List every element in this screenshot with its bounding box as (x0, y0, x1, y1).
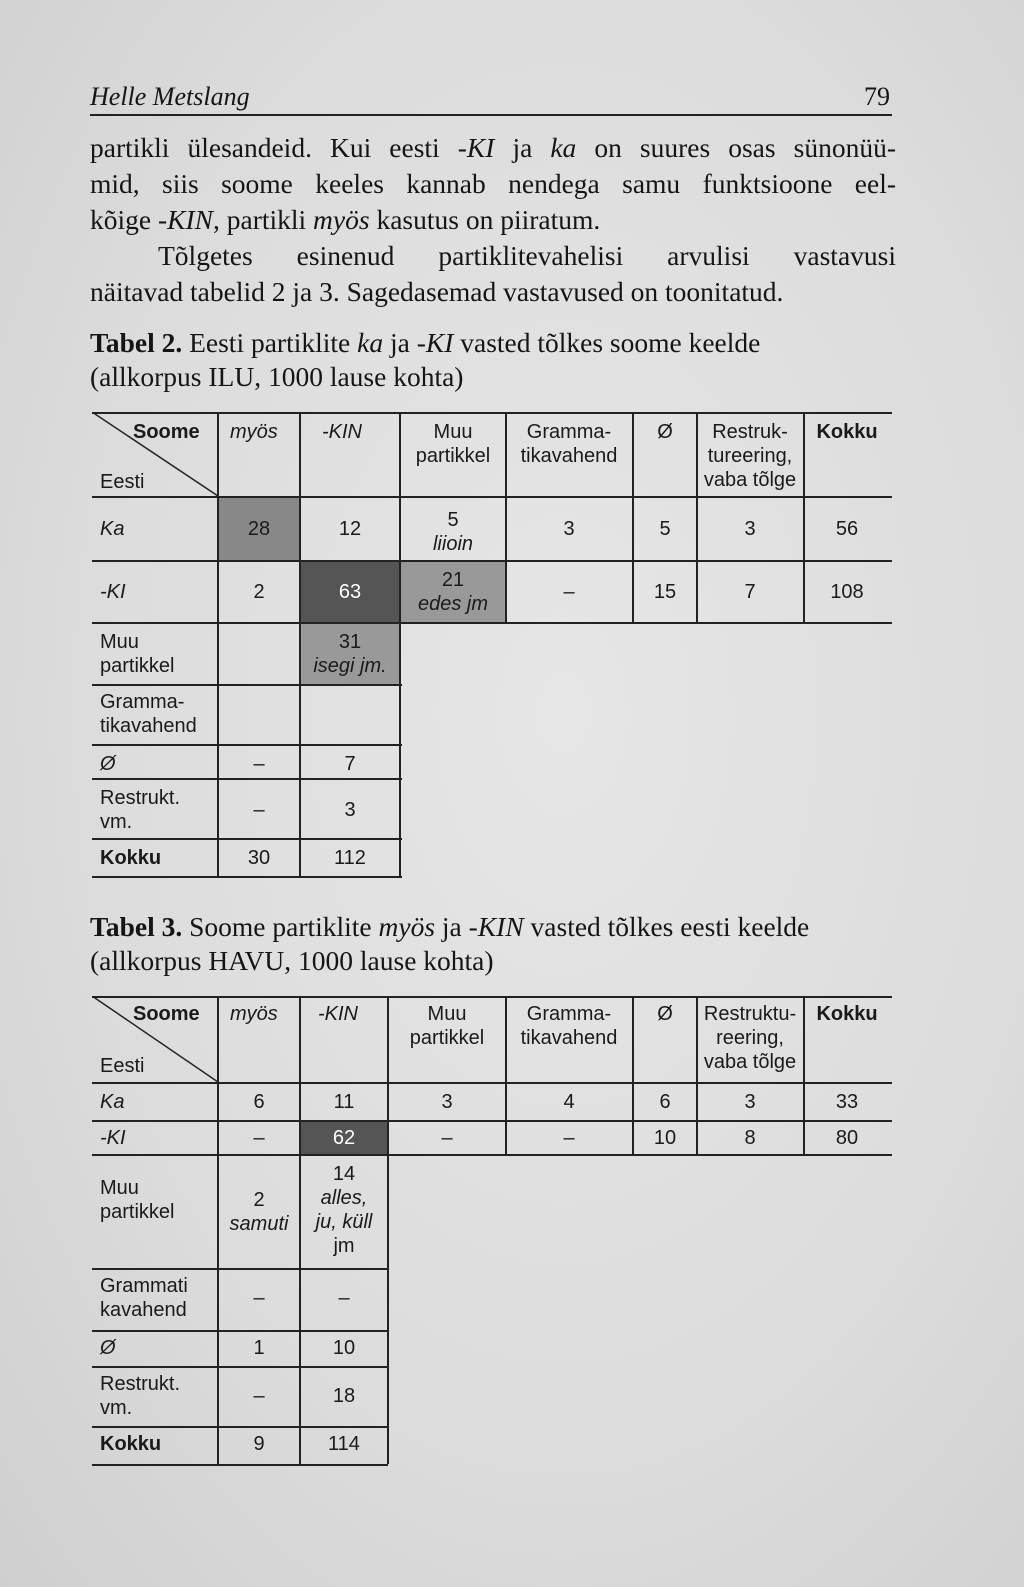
paragraph-line-5: näitavad tabelid 2 ja 3. Sagedasemad vastavused on toonitatud. (90, 276, 784, 307)
table3-col-kin: -KIN (318, 1003, 358, 1025)
table2-col-kin: -KIN (322, 421, 362, 443)
table3-corner-eesti: Eesti (100, 1055, 145, 1077)
table3-col-null: Ø (657, 1003, 673, 1025)
table2-cell: 21 edes jm (417, 569, 489, 615)
table2-row-muu: Muu partikkel (100, 631, 175, 677)
table3-row-restr: Restrukt. vm. (100, 1373, 181, 1419)
table3-cell: 3 (744, 1091, 756, 1113)
table3-cell: 114 (328, 1433, 360, 1455)
table3-cell: 18 (332, 1385, 356, 1407)
table2-row-gram: Gramma- tikavahend (100, 691, 197, 737)
table3-cell: – (253, 1385, 265, 1407)
table2-cell: 56 (835, 518, 859, 540)
table3-col-myos: myös (230, 1003, 278, 1025)
table3-row-gram: Grammati kavahend (100, 1275, 188, 1321)
table2-cell: 3 (344, 799, 356, 821)
table2-col-kokku: Kokku (816, 421, 878, 443)
paragraph-line-2: mid, siis soome keeles kannab nendega samu funktsioone eel- (90, 168, 896, 199)
table2-corner-eesti: Eesti (100, 471, 145, 493)
table3-cell: 1 (253, 1337, 265, 1359)
table2-corner-soome: Soome (133, 421, 200, 443)
table3-row-muu: Muu partikkel (100, 1177, 175, 1223)
table3-cell: 6 (659, 1091, 671, 1113)
table3-cell: 11 (333, 1091, 355, 1113)
table2-cell: 15 (653, 581, 677, 603)
table3-cell: 10 (653, 1127, 677, 1149)
table3-cell: 10 (332, 1337, 356, 1359)
page-number: 79 (864, 82, 890, 111)
table2-cell: 31 isegi jm. (313, 631, 387, 677)
table2-row-restr: Restrukt. vm. (100, 787, 181, 833)
table2-cell: – (563, 581, 575, 603)
paragraph-line-3: kõige -KIN, partikli myös kasutus on piiratum. (90, 204, 601, 235)
table2-row-kokku: Kokku (100, 847, 162, 869)
table3-cell: 8 (744, 1127, 756, 1149)
table2-cell: 63 (338, 581, 362, 603)
table2-cell: 2 (253, 581, 265, 603)
table3-cell: – (441, 1127, 453, 1149)
table3-row-kokku: Kokku (100, 1433, 162, 1455)
paragraph-line-4: Tõlgetes esinenud partiklitevahelisi arvulisi vastavusi (158, 240, 896, 271)
table3-cell: – (563, 1127, 575, 1149)
table2-cell: 30 (247, 847, 271, 869)
table2-col-myos: myös (230, 421, 278, 443)
table2-row-null: Ø (100, 753, 116, 775)
table3-cell: – (338, 1287, 350, 1309)
table3-row-ki: -KI (100, 1127, 126, 1149)
table2-col-gram: Gramma- tikavahend (520, 421, 618, 467)
table3-cell: – (253, 1127, 265, 1149)
table2-cell: 28 (247, 518, 271, 540)
table3-cell: 33 (835, 1091, 859, 1113)
table2-cell: 7 (344, 753, 356, 775)
table2-cell: 112 (334, 847, 366, 869)
table2-cell: 3 (563, 518, 575, 540)
table3-cell: 14 alles, ju, küll jm (315, 1163, 373, 1257)
table2-cell: 12 (338, 518, 362, 540)
table2-row-ki: -KI (100, 581, 126, 603)
table3-col-kokku: Kokku (816, 1003, 878, 1025)
table3-cell: 6 (253, 1091, 265, 1113)
paragraph-line-1: partikli ülesandeid. Kui eesti -KI ja ka on suures osas sünonüü- (90, 132, 896, 163)
table3-col-muu: Muu partikkel (409, 1003, 485, 1049)
table3-cell: 9 (253, 1433, 265, 1455)
table2-cell: 5 (659, 518, 671, 540)
header-author: Helle Metslang (90, 82, 250, 111)
table2-cell: 5 liioin (432, 509, 474, 555)
table3-cell: 62 (332, 1127, 356, 1149)
table2-cell: 7 (744, 581, 756, 603)
table2-cell: 3 (744, 518, 756, 540)
table2-col-muu: Muu partikkel (415, 421, 491, 467)
table2-cell: – (253, 753, 265, 775)
table3-col-restr: Restruktu- reering, vaba tõlge (703, 1003, 797, 1073)
table2-row-ka: Ka (100, 518, 125, 540)
table3-corner-soome: Soome (133, 1003, 200, 1025)
table2-caption: Tabel 2. Eesti partiklite ka ja -KI vasted tõlkes soome keelde (allkorpus ILU, 1000 lause kohta) (90, 327, 761, 392)
table3-row-null: Ø (100, 1337, 116, 1359)
table3-row-ka: Ka (100, 1091, 125, 1113)
table3-cell: – (253, 1287, 265, 1309)
table3-cell: 80 (835, 1127, 859, 1149)
table3-caption: Tabel 3. Soome partiklite myös ja -KIN vasted tõlkes eesti keelde (allkorpus HAVU, 1000 lause kohta) (90, 911, 810, 976)
table2-col-null: Ø (657, 421, 673, 443)
table3-cell: 2 samuti (229, 1189, 289, 1235)
table2-cell: 108 (830, 581, 864, 603)
table3-col-gram: Gramma- tikavahend (520, 1003, 618, 1049)
table3-cell: 3 (441, 1091, 453, 1113)
table2-col-restr: Restruk- tureering, vaba tõlge (703, 421, 797, 491)
table2-cell: – (253, 799, 265, 821)
table3-cell: 4 (563, 1091, 575, 1113)
